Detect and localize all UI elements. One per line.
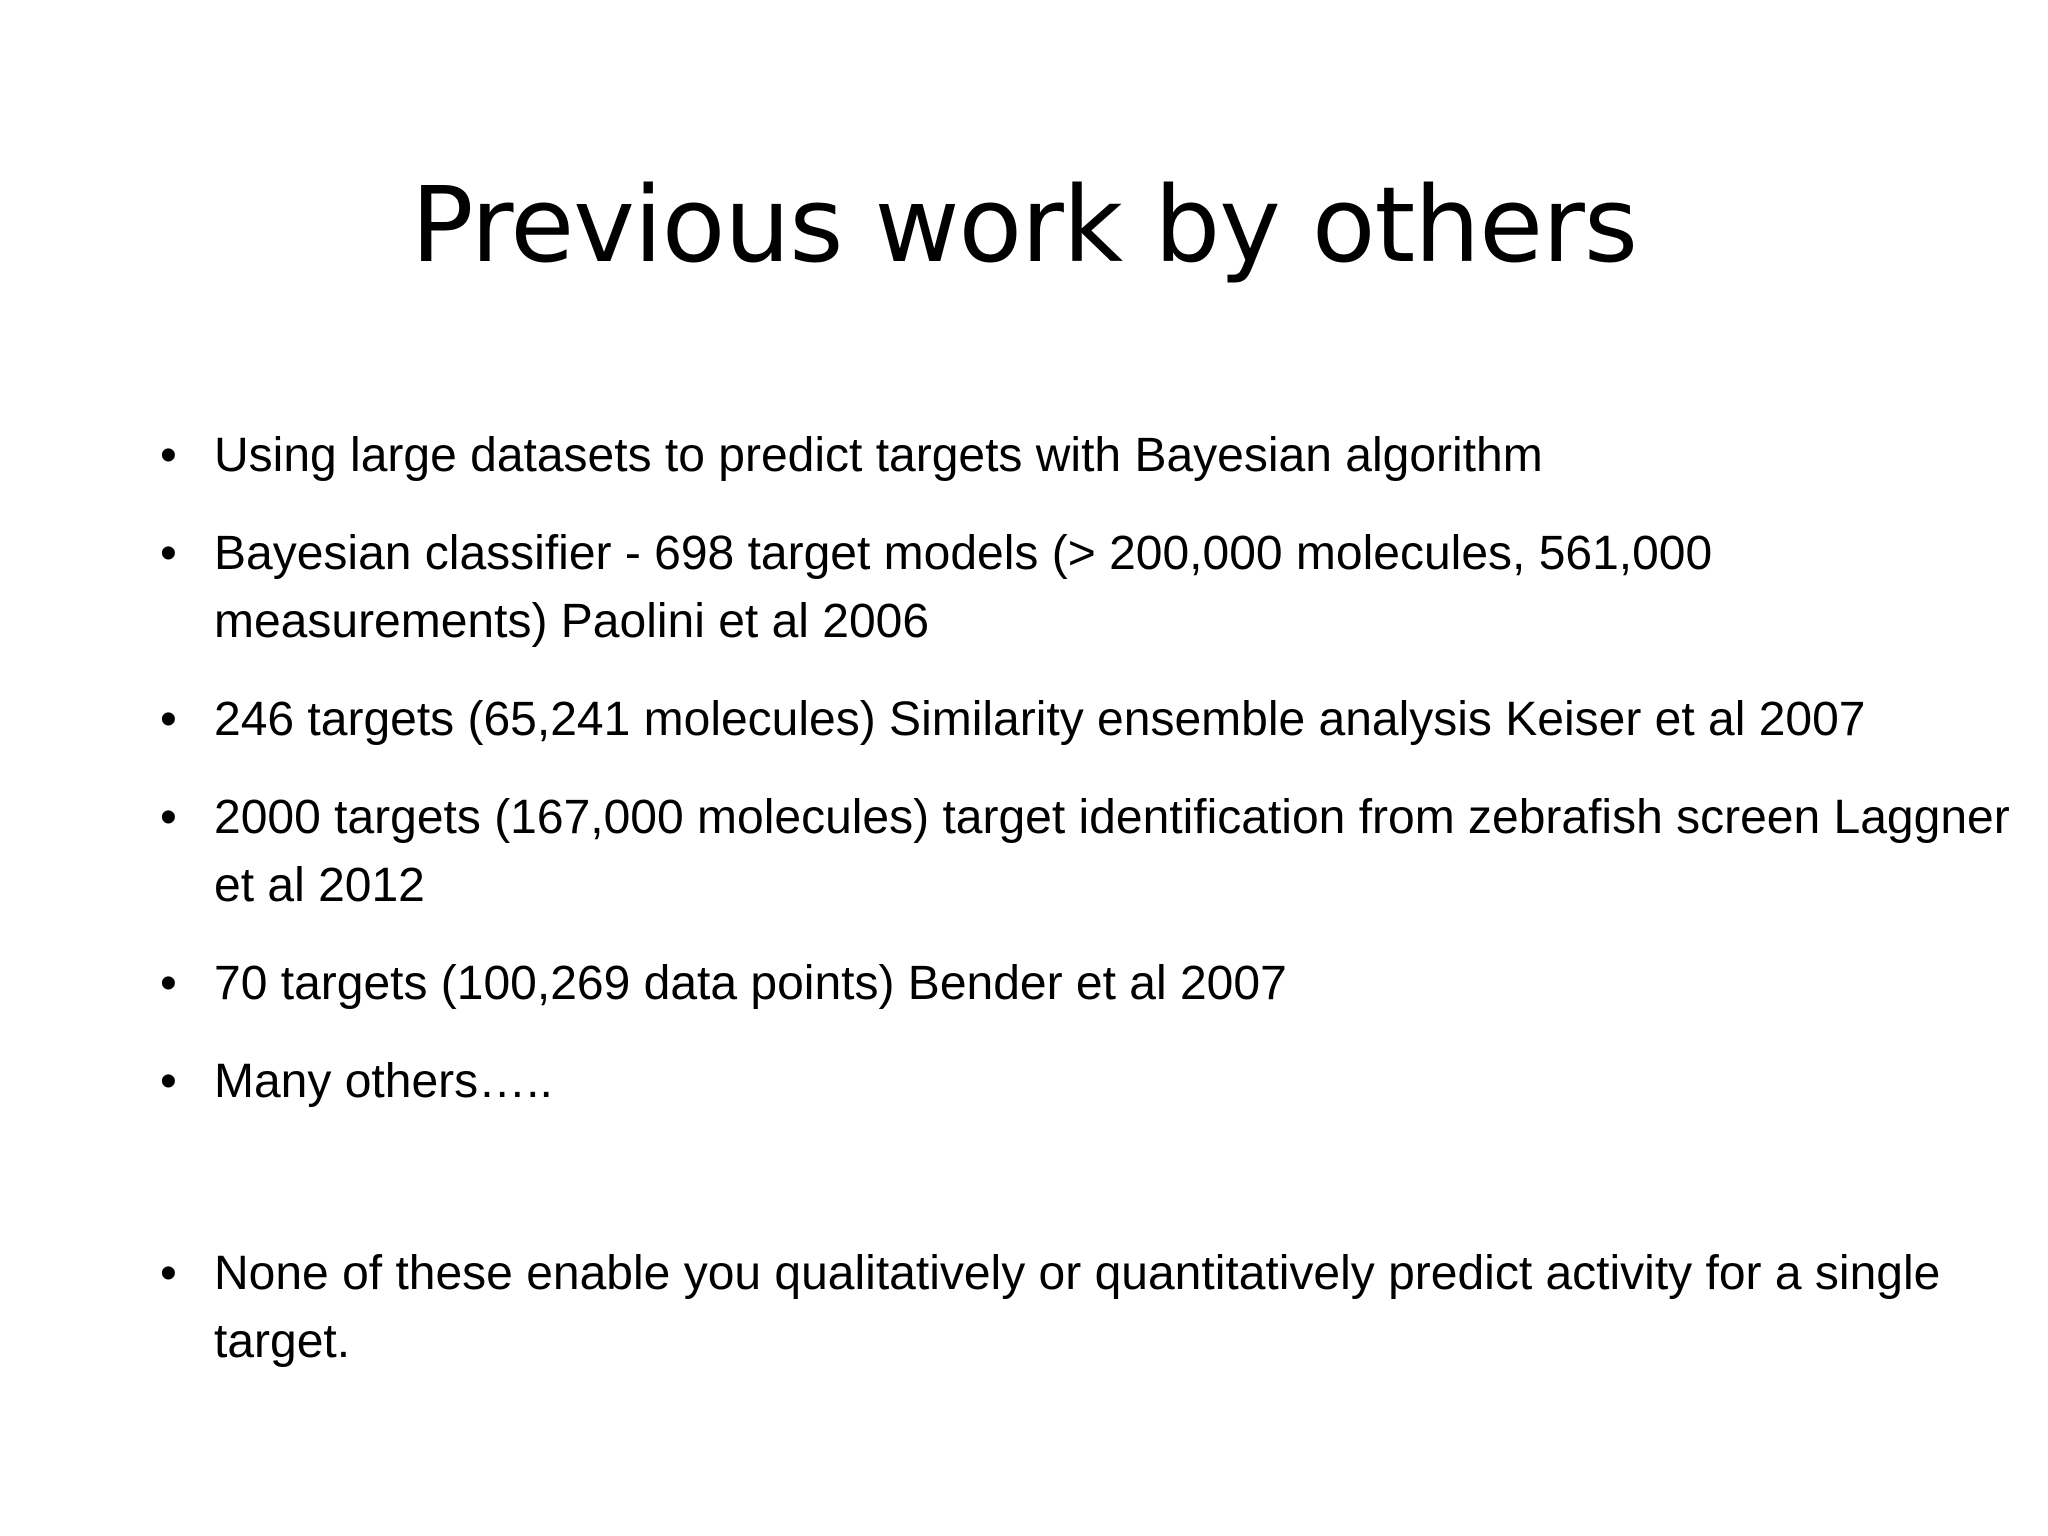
- bullet-text: 2000 targets (167,000 molecules) target identification from zebrafish screen Laggner et al 2012: [214, 791, 2010, 912]
- bullet-text: Many others…..: [214, 1055, 553, 1108]
- slide-title: Previous work by others: [410, 164, 1638, 286]
- bullet-item: [160, 1240, 2020, 1376]
- bullet-dot-icon: •: [160, 1247, 177, 1300]
- bullet-item: [160, 686, 2020, 754]
- bullet-text: 70 targets (100,269 data points) Bender et al 2007: [214, 957, 1287, 1010]
- bullet-text: Using large datasets to predict targets with Bayesian algorithm: [214, 429, 1543, 482]
- bullet-item: [160, 422, 2020, 490]
- bullet-item: [160, 1048, 2020, 1116]
- bullet-item: [160, 950, 2020, 1018]
- bullet-item: [160, 784, 2020, 920]
- bullet-item: [160, 520, 2020, 656]
- bullet-dot-icon: •: [160, 429, 177, 482]
- bullet-dot-icon: •: [160, 957, 177, 1010]
- bullet-dot-icon: •: [160, 693, 177, 746]
- bullet-dot-icon: •: [160, 527, 177, 580]
- bullet-list: [160, 422, 2020, 1406]
- bullet-text: 246 targets (65,241 molecules) Similarity ensemble analysis Keiser et al 2007: [214, 693, 1866, 746]
- bullet-dot-icon: •: [160, 791, 177, 844]
- bullet-text: None of these enable you qualitatively or quantitatively predict activity for a single target.: [214, 1247, 1941, 1368]
- bullet-dot-icon: •: [160, 1055, 177, 1108]
- bullet-text: Bayesian classifier - 698 target models (> 200,000 molecules, 561,000 measurements) Paolini et al 2006: [214, 527, 1713, 648]
